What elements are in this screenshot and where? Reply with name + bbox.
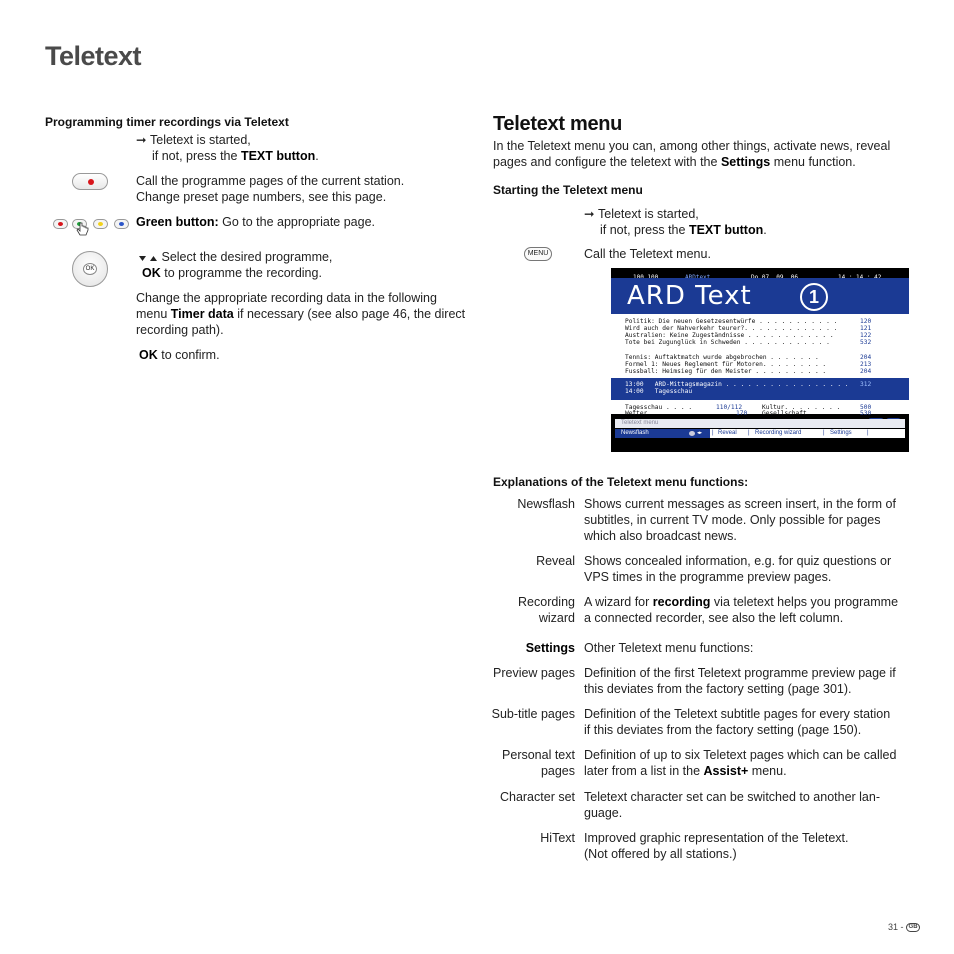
left-started-line1: ➞ Teletext is started,	[136, 133, 251, 147]
ok-programme-text: OK to programme the recording.	[142, 266, 322, 280]
call-programme-line1: Call the programme pages of the current station.	[136, 174, 405, 188]
gb-country-badge: GB	[906, 923, 920, 932]
page-title: Teletext	[45, 41, 142, 71]
tv-page-5: 213	[860, 361, 872, 368]
term-character-set: Character set	[499, 790, 575, 804]
tv-page-2: 122	[860, 332, 872, 339]
page-footer: 31 - GB	[888, 919, 920, 935]
tv-line-4: Tennis: Auftaktmatch wurde abgebrochen . . . . . . .	[625, 354, 819, 361]
tv-bottom-mid-1: 110/112	[716, 404, 743, 411]
teletext-menu-heading: Teletext menu	[493, 113, 623, 135]
tv-highlight-block	[611, 378, 909, 400]
arrow-right-icon: ➞	[136, 133, 147, 147]
change-data-line2: menu Timer data if necessary (see also page 46, the direct	[136, 307, 466, 321]
term-settings: Settings	[525, 641, 575, 655]
yellow-mini-button-icon	[93, 219, 108, 229]
tv-menu-sep-4: |	[867, 430, 869, 436]
ard-text-logo: ARD Text	[627, 281, 752, 311]
tv-menu-title: Teletext menu	[615, 419, 905, 428]
tv-menu-sep-2: |	[748, 430, 750, 436]
tv-menu-sep-3: |	[823, 430, 825, 436]
confirm-text: OK to confirm.	[139, 348, 220, 362]
term-recording-wizard: Recording wizard	[518, 595, 575, 625]
tv-blue-line2: 14:00 Tagesschau	[625, 388, 693, 395]
down-up-arrows-icon	[138, 254, 158, 262]
blue-mini-button-icon	[114, 219, 129, 229]
tv-line-5: Formel 1: Neues Reglement für Motoren. . . . . . . . .	[625, 361, 827, 368]
def-personal-text-pages: Definition of up to six Teletext pages which can be called later from a list in the Assist+ menu.	[584, 748, 897, 778]
tv-bottom-page-1: 500	[860, 404, 872, 411]
def-preview-pages: Definition of the first Teletext programme preview page if this deviates from the factory setting (page 301).	[584, 666, 896, 696]
tv-line-1: Wird auch der Nahverkehr teurer?. . . . . . . . . . . . .	[625, 325, 838, 332]
left-started-line2: if not, press the TEXT button.	[152, 149, 319, 163]
tv-bottom-left-2: Wetter	[625, 410, 648, 415]
tv-page-6: 204	[860, 368, 872, 375]
green-button-text: Green button: Go to the appropriate page.	[136, 215, 376, 229]
tv-line-3: Tote bei Zugunglück in Schweden . . . . . . . . . . . .	[625, 339, 830, 346]
def-recording-wizard: A wizard for recording via teletext helps you programme a connected recorder, see also the left column.	[584, 595, 899, 625]
starting-menu-heading: Starting the Teletext menu	[493, 183, 643, 197]
call-menu-text: Call the Teletext menu.	[584, 247, 711, 261]
def-sub-title-pages: Definition of the Teletext subtitle pages for every station if this deviates from the factory setting (page 150).	[584, 707, 891, 737]
tv-menu-item-settings[interactable]: Settings	[830, 430, 852, 436]
def-newsflash: Shows current messages as screen insert, in the form of subtitles, in current TV mode. Only possible for pages which also broadcast news.	[584, 497, 896, 543]
left-right-arrows-icon: ◂▸	[697, 430, 703, 436]
tv-bottom-right-2: Gesellschaft	[762, 410, 807, 415]
tv-line-6: Fussball: Heimsieg für den Meister . . . . . . . . . .	[625, 368, 827, 375]
tv-bottom-right-1: Kultur. . . . . . . .	[762, 404, 841, 411]
arrow-right-icon: ➞	[584, 207, 595, 221]
tv-menu-item-reveal[interactable]: Reveal	[718, 430, 737, 436]
menu-button-icon: MENU	[524, 247, 552, 261]
tv-menu-sep-1: |	[712, 430, 714, 436]
tv-blue-page: 312	[860, 381, 872, 388]
tv-bottom-mid-2: 170	[736, 410, 748, 415]
red-mini-button-icon	[53, 219, 68, 229]
tv-page-1: 121	[860, 325, 872, 332]
change-data-line3: recording path).	[136, 323, 224, 337]
def-character-set: Teletext character set can be switched to another lan- guage.	[584, 790, 880, 820]
tv-bottom-left-1: Tagesschau . . . .	[625, 404, 693, 411]
call-programme-line2: Change preset page numbers, see this page.	[136, 190, 387, 204]
tv-bottom-page-2: 530	[860, 410, 872, 415]
navigation-ring-icon	[72, 251, 108, 287]
tv-menu-bar	[615, 429, 905, 438]
tv-line-0: Politik: Die neuen Gesetzesentwürfe . . . . . . . . . . .	[625, 318, 838, 325]
def-settings: Other Teletext menu functions:	[584, 641, 754, 655]
tv-menu-item-recording-wizard[interactable]: Recording wizard	[755, 430, 802, 436]
right-started-line1: ➞ Teletext is started,	[584, 207, 699, 221]
ok-small-icon	[689, 431, 695, 436]
explanations-heading: Explanations of the Teletext menu functions:	[493, 475, 749, 489]
change-data-line1: Change the appropriate recording data in the following	[136, 291, 437, 305]
red-button-icon	[72, 173, 108, 190]
ard-one-logo-icon: 1	[800, 283, 828, 311]
timer-recording-heading: Programming timer recordings via Teletext	[45, 115, 289, 129]
def-hitext: Improved graphic representation of the Teletext. (Not offered by all stations.)	[584, 831, 849, 861]
term-personal-text-pages: Personal text pages	[502, 748, 575, 778]
tv-page-3: 532	[860, 339, 872, 346]
intro-line1: In the Teletext menu you can, among other things, activate news, reveal	[493, 139, 891, 153]
def-reveal: Shows concealed information, e.g. for quiz questions or VPS times in the programme preview pages.	[584, 554, 892, 584]
select-programme-text: Select the desired programme,	[138, 249, 332, 265]
ok-button-icon: OK	[83, 263, 97, 275]
tv-menu-item-newsflash[interactable]: Newsflash ◂▸	[615, 429, 710, 438]
right-started-line2: if not, press the TEXT button.	[600, 223, 767, 237]
tv-page-0: 120	[860, 318, 872, 325]
hand-pointer-icon	[76, 222, 90, 238]
term-reveal: Reveal	[536, 554, 575, 568]
term-sub-title-pages: Sub-title pages	[491, 707, 575, 721]
term-newsflash: Newsflash	[517, 497, 575, 511]
tv-blue-line1: 13:00 ARD-Mittagsmagazin . . . . . . . . . . . . . . . . .	[625, 381, 849, 388]
intro-line2: pages and configure the teletext with the Settings menu function.	[493, 155, 856, 169]
tv-page-4: 204	[860, 354, 872, 361]
tv-line-2: Australien: Keine Zugeständnisse . . . . . . . . . . . .	[625, 332, 834, 339]
term-hitext: HiText	[540, 831, 575, 845]
term-preview-pages: Preview pages	[493, 666, 575, 680]
